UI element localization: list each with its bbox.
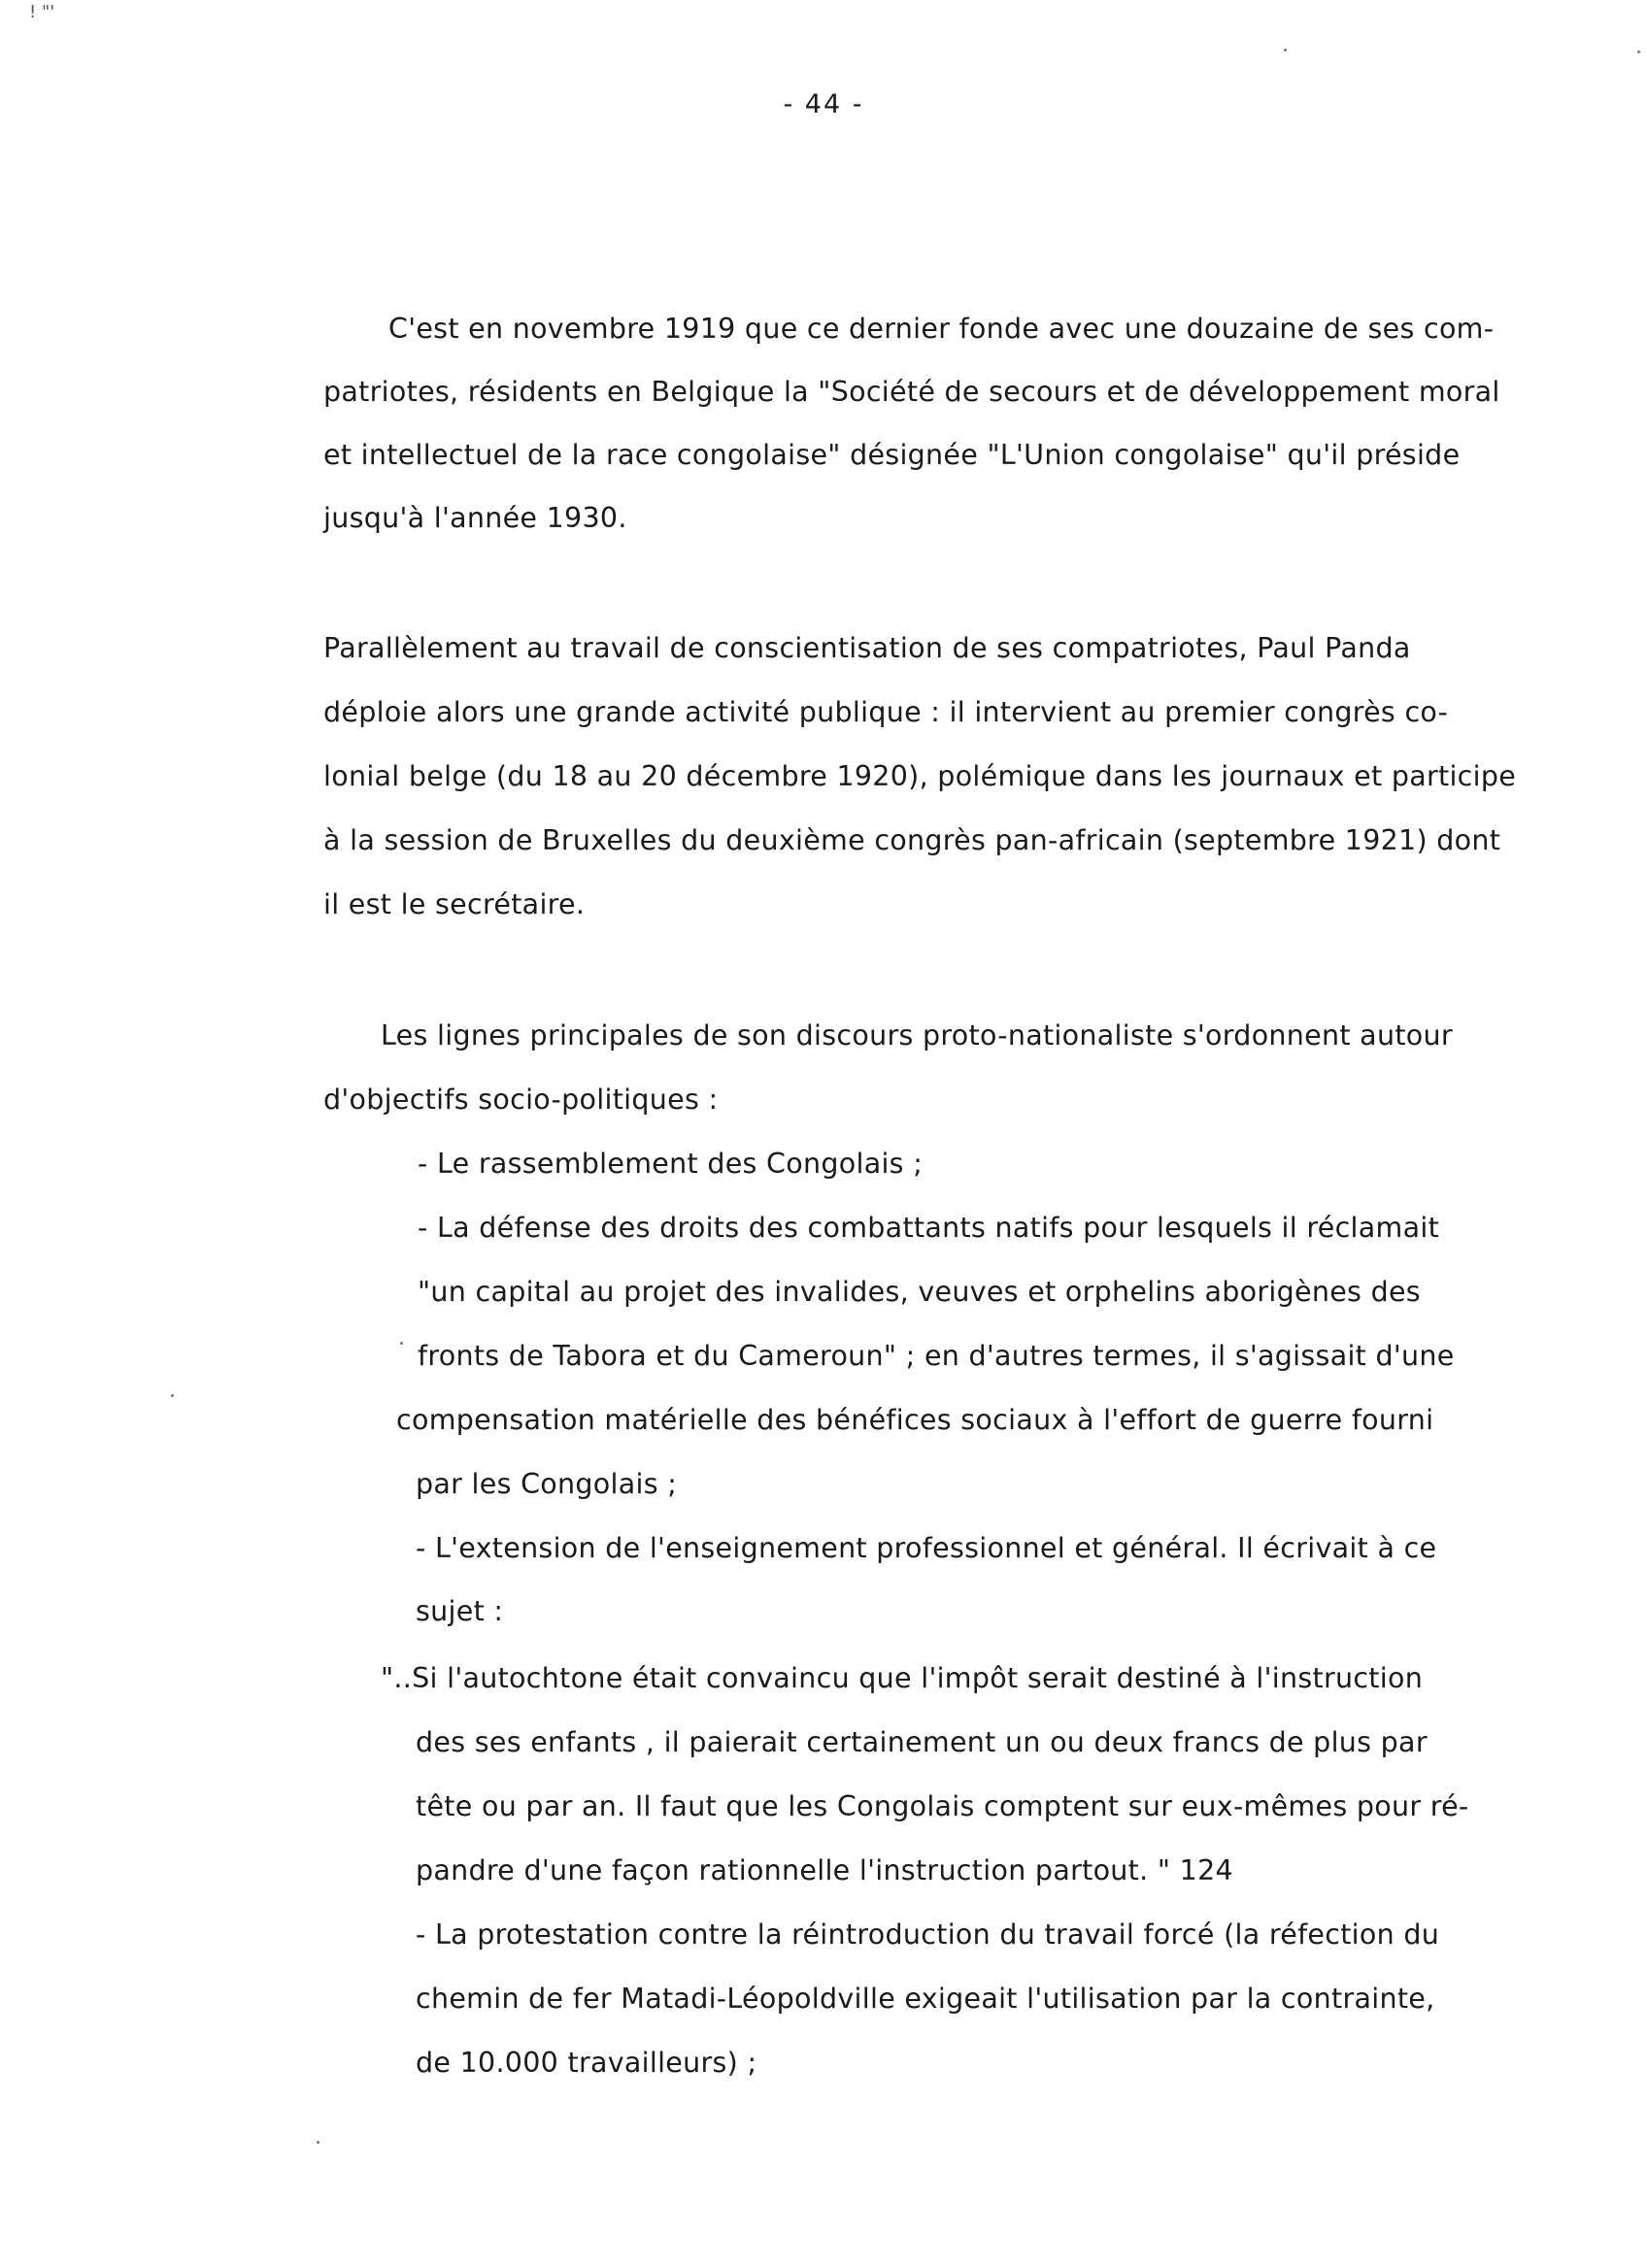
scan-speck	[171, 1394, 174, 1397]
quote-line-3: tête ou par an. Il faut que les Congolais comptent sur eux-mêmes pour ré-	[416, 1790, 1469, 1822]
quote-line-4: pandre d'une façon rationnelle l'instruction partout. " 124	[416, 1854, 1233, 1886]
list-item-3-line-2: sujet :	[416, 1595, 504, 1627]
corner-mark: ! "'	[29, 2, 55, 22]
paragraph-1-line-2: patriotes, résidents en Belgique la "Société de secours et de développement moral	[323, 376, 1500, 408]
paragraph-2-line-5: il est le secrétaire.	[323, 888, 586, 920]
list-item-4-line-3: de 10.000 travailleurs) ;	[416, 2047, 757, 2079]
list-item-2-line-2: "un capital au projet des invalides, veuves et orphelins aborigènes des	[418, 1276, 1421, 1308]
scan-speck	[1637, 50, 1640, 53]
paragraph-1-line-4: jusqu'à l'année 1930.	[323, 502, 627, 534]
page-number: - 44 -	[783, 89, 864, 119]
scan-speck	[317, 2141, 319, 2144]
list-item-2-line-3: fronts de Tabora et du Cameroun" ; en d'autres termes, il s'agissait d'une	[418, 1340, 1455, 1372]
paragraph-1-line-1: C'est en novembre 1919 que ce dernier fonde avec une douzaine de ses com-	[388, 313, 1495, 345]
paragraph-3-line-2: d'objectifs socio-politiques :	[323, 1084, 719, 1116]
list-item-3-line-1: - L'extension de l'enseignement professionnel et général. Il écrivait à ce	[416, 1532, 1437, 1564]
paragraph-2-line-2: déploie alors une grande activité publique : il intervient au premier congrès co-	[323, 696, 1449, 728]
paragraph-1-line-3: et intellectuel de la race congolaise" désignée "L'Union congolaise" qu'il préside	[323, 439, 1461, 471]
list-item-2-line-5: par les Congolais ;	[416, 1468, 678, 1500]
quote-line-2: des ses enfants , il paierait certainement un ou deux francs de plus par	[416, 1726, 1428, 1758]
list-item-2-line-1: - La défense des droits des combattants natifs pour lesquels il réclamait	[418, 1212, 1440, 1244]
scan-speck	[1284, 49, 1287, 51]
paragraph-2-line-3: lonial belge (du 18 au 20 décembre 1920), polémique dans les journaux et participe	[323, 760, 1517, 792]
quote-line-1: "..Si l'autochtone était convaincu que l'impôt serait destiné à l'instruction	[381, 1662, 1424, 1694]
paragraph-3-line-1: Les lignes principales de son discours proto-nationaliste s'ordonnent autour	[381, 1019, 1453, 1051]
list-item-4-line-1: - La protestation contre la réintroduction du travail forcé (la réfection du	[416, 1918, 1440, 1951]
paragraph-2-line-4: à la session de Bruxelles du deuxième congrès pan-africain (septembre 1921) dont	[323, 824, 1501, 856]
list-item-4-line-2: chemin de fer Matadi-Léopoldville exigeait l'utilisation par la contrainte,	[416, 1983, 1435, 2015]
paragraph-2-line-1: Parallèlement au travail de conscientisation de ses compatriotes, Paul Panda	[323, 632, 1411, 664]
list-item-1: - Le rassemblement des Congolais ;	[418, 1148, 924, 1180]
scan-speck	[400, 1342, 403, 1345]
list-item-2-line-4: compensation matérielle des bénéfices sociaux à l'effort de guerre fourni	[396, 1404, 1434, 1436]
